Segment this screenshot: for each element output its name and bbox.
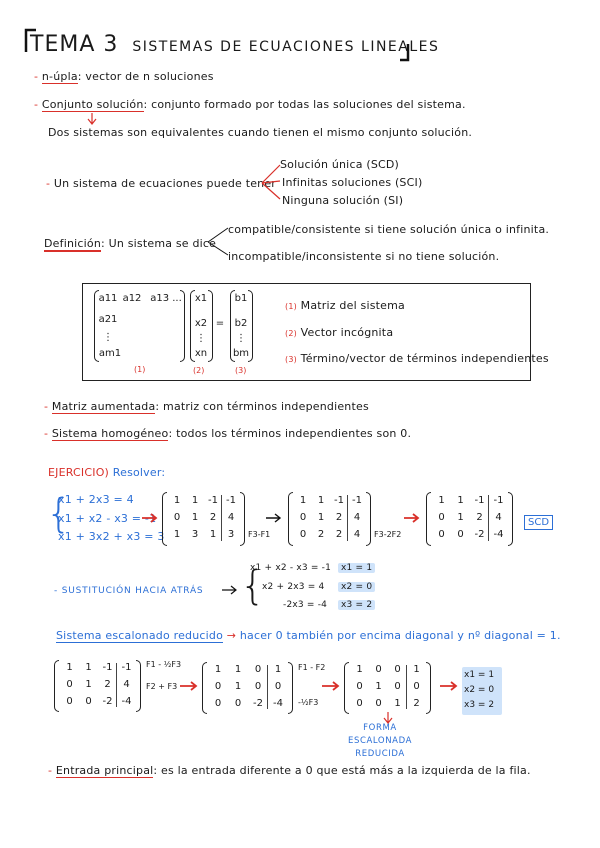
- matrix-cell: -1: [352, 494, 362, 506]
- nupla-term: n-úpla: [41, 70, 78, 83]
- matrix-cell: 0: [438, 529, 445, 541]
- title-sub: SISTEMAS DE ECUACIONES LINEALES: [132, 39, 440, 55]
- reduccion-op-2b: -½F3: [298, 698, 319, 707]
- sustitucion-result-1: x1 = 1: [338, 563, 375, 573]
- matrix-cell: 1: [214, 664, 222, 676]
- title-corner-right: [400, 44, 408, 60]
- matrix-cell: 0: [173, 512, 181, 523]
- homogeneo-line: - Sistema homogéneo: todos los términos independientes son 0.: [44, 427, 412, 440]
- matrix-cell: 1: [274, 664, 282, 676]
- matrix-cell: 2: [104, 679, 111, 690]
- matrix-cell: 1: [299, 494, 307, 506]
- b1: b1: [234, 293, 248, 304]
- sistema-lead: - Un sistema de ecuaciones puede tener: [46, 177, 277, 190]
- matrix-cell: 0: [234, 697, 242, 709]
- x1: x1: [194, 293, 208, 304]
- matrix-cell: -4: [493, 529, 504, 541]
- matrix-cell: -2: [253, 697, 263, 709]
- matrix-cell: 0: [254, 681, 262, 692]
- legend-3: (3) Término/vector de términos independientes: [285, 352, 549, 365]
- conjunto-note: Dos sistemas son equivalentes cuando tienen el mismo conjunto solución.: [48, 126, 473, 139]
- matrix-cell: 0: [394, 681, 401, 692]
- matrix-cell: 1: [209, 529, 217, 541]
- reduccion-result-2: x2 = 0: [464, 685, 495, 695]
- tag-3: (3): [235, 366, 247, 375]
- title-main: TEMA 3: [30, 32, 119, 57]
- matrix-cell: 2: [317, 529, 325, 541]
- matrix-cell: 2: [335, 512, 343, 523]
- am1: am1: [98, 348, 122, 359]
- sistema-opt-1: Solución única (SCD): [280, 158, 400, 171]
- matrix-cell: 0: [438, 512, 445, 523]
- nupla-def: vector de n soluciones: [85, 70, 214, 83]
- reduccion-result-1: x1 = 1: [464, 670, 495, 680]
- a21: a21: [98, 314, 118, 325]
- matrix-cell: 4: [123, 679, 130, 690]
- legend-2: (2) Vector incógnita: [285, 326, 394, 339]
- matrix-cell: 0: [274, 681, 282, 692]
- b-dots: ⋮: [236, 333, 246, 344]
- matrix-cell: 1: [394, 697, 401, 709]
- conjunto-line: - Conjunto solución: conjunto formado por todas las soluciones del sistema.: [34, 98, 466, 111]
- aumentada-term: Matriz aumentada: [51, 400, 156, 413]
- escalonado-line: Sistema escalonado reducido → hacer 0 también por encima diagonal y nº diagonal = 1.: [56, 629, 561, 642]
- red-arrow-3-icon: [440, 682, 456, 690]
- matrix-cell: 0: [356, 681, 363, 692]
- sustitucion-line-1: x1 + x2 - x3 = -1: [250, 563, 332, 573]
- matrix-cell: -4: [121, 695, 132, 707]
- ejercicio-op-2: F3-2F2: [374, 530, 402, 539]
- matrix-cell: 0: [85, 695, 92, 707]
- red-arrow-1-icon: [180, 682, 196, 690]
- sistema-opt-3: Ninguna solución (SI): [282, 194, 404, 207]
- matrix-cell: 0: [299, 512, 307, 523]
- matrix-cell: 1: [317, 512, 325, 523]
- title-corner-left: [26, 30, 36, 52]
- conjunto-arrow-icon: [88, 113, 96, 124]
- sustitucion-brace: {: [240, 563, 266, 609]
- matrix-cell: 0: [254, 664, 262, 676]
- matrix-cell: -1: [226, 494, 236, 506]
- definicion-term: Definición: [44, 237, 101, 250]
- matrix-cell: 1: [457, 512, 464, 523]
- matrix-cell: 1: [413, 664, 420, 676]
- matrix-cell: 2: [413, 697, 420, 709]
- matrix-cell: 4: [495, 512, 502, 523]
- homogeneo-term: Sistema homogéneo: [51, 427, 169, 440]
- entrada-line: - Entrada principal: es la entrada diferente a 0 que está más a la izquierda de la fila.: [48, 764, 531, 777]
- sustitucion-label: - SUSTITUCIÓN HACIA ATRÁS: [54, 586, 204, 596]
- matrix-cell: 0: [375, 697, 382, 709]
- matrix-cell: 0: [214, 681, 222, 692]
- matrix-cell: 4: [227, 512, 235, 523]
- matrix-cell: 0: [413, 681, 420, 692]
- definicion-arrow-icon: [208, 228, 228, 255]
- matrix-cell: -1: [208, 494, 218, 506]
- matrix-cell: 2: [335, 529, 343, 541]
- matrix-cell: 1: [173, 494, 181, 506]
- escalonado-def: hacer 0 también por encima diagonal y nº diagonal = 1.: [239, 629, 561, 642]
- matrix-cell: -2: [102, 695, 113, 707]
- matrix-cell: 1: [85, 679, 92, 690]
- b2: b2: [234, 318, 248, 329]
- homogeneo-def: todos los términos independientes son 0.: [176, 427, 412, 440]
- definicion-line: Definición: Un sistema se dice: [44, 237, 217, 250]
- matrix-cell: 2: [476, 512, 483, 523]
- matrix-cell: 1: [191, 494, 199, 506]
- entrada-def: es la entrada diferente a 0 que está más a la izquierda de la fila.: [161, 764, 531, 777]
- matrix-cell: -1: [493, 494, 504, 506]
- matrix-cell: 1: [375, 681, 382, 692]
- tag-1: (1): [134, 365, 146, 374]
- equation-3: x1 + 3x2 + x3 = 3: [58, 530, 165, 543]
- matrix-cell: 2: [209, 512, 217, 523]
- matrix-cell: 0: [356, 697, 363, 709]
- a12: a12: [122, 293, 142, 304]
- sustitucion-result-3: x3 = 2: [338, 600, 375, 610]
- matrix-cell: 3: [227, 529, 235, 541]
- matrix-cell: 0: [457, 529, 464, 541]
- matrix-cell: 4: [353, 512, 361, 523]
- matrix-cell: 1: [66, 662, 73, 674]
- forma-label: FORMA ESCALONADA REDUCIDA: [347, 723, 413, 759]
- a-dots: ⋮: [103, 332, 113, 343]
- forma-arrow-icon: [384, 712, 392, 723]
- scd-badge: SCD: [524, 515, 553, 530]
- definicion-lead: Un sistema se dice: [108, 237, 217, 250]
- equation-brace: {: [46, 491, 72, 537]
- matrix-cell: 0: [394, 664, 401, 676]
- reduccion-op-1b: F2 + F3: [146, 682, 178, 691]
- definicion-opt-1: compatible/consistente si tiene solución única o infinita.: [228, 223, 550, 236]
- matrix-cell: -1: [334, 494, 344, 506]
- reduccion-op-2a: F1 - F2: [298, 663, 326, 672]
- ejercicio-op-1: F3-F1: [248, 530, 271, 539]
- x-dots: ⋮: [196, 333, 206, 344]
- reduccion-result-3: x3 = 2: [464, 700, 495, 710]
- sustitucion-result-2: x2 = 0: [338, 582, 375, 592]
- matrix-cell: -1: [121, 662, 132, 674]
- matrix-cell: -2: [474, 529, 485, 541]
- x2: x2: [194, 318, 208, 329]
- matrix-cell: 1: [191, 512, 199, 523]
- ejercicio-label: EJERCICIO): [48, 466, 110, 479]
- matrix-cell: 1: [85, 662, 92, 674]
- matrix-cell: 0: [214, 697, 222, 709]
- sistema-opt-2: Infinitas soluciones (SCI): [282, 176, 423, 189]
- matrix-cell: 1: [234, 681, 242, 692]
- matrix-cell: 1: [317, 494, 325, 506]
- sustitucion-line-3: -2x3 = -4: [283, 600, 328, 610]
- legend-1: (1) Matriz del sistema: [285, 299, 405, 312]
- matrix-cell: 1: [457, 494, 464, 506]
- equals-sign: =: [215, 318, 225, 329]
- ej-arrow-2-icon: [266, 514, 280, 522]
- ej-arrow-1-icon: [142, 514, 156, 522]
- conjunto-term: Conjunto solución: [41, 98, 144, 111]
- reduccion-op-1a: F1 - ½F3: [146, 660, 182, 669]
- ejercicio-action: Resolver:: [112, 466, 166, 479]
- aumentada-def: matriz con términos independientes: [163, 400, 369, 413]
- sustitucion-line-2: x2 + 2x3 = 4: [262, 582, 325, 592]
- equation-1: x1 + 2x3 = 4: [58, 493, 134, 506]
- branch-arrow-icon: [262, 165, 280, 199]
- matrix-cell: -1: [474, 494, 485, 506]
- ej-arrow-3-icon: [404, 514, 418, 522]
- matrix-cell: -1: [102, 662, 113, 674]
- equation-2: x1 + x2 - x3 = -1: [58, 512, 157, 525]
- xn: xn: [194, 348, 208, 359]
- matrix-cell: 0: [66, 679, 73, 690]
- matrix-cell: 4: [353, 529, 361, 541]
- definicion-opt-2: incompatible/inconsistente si no tiene solución.: [228, 250, 500, 263]
- conjunto-def: conjunto formado por todas las soluciones del sistema.: [151, 98, 466, 111]
- red-arrow-2-icon: [322, 682, 338, 690]
- tag-2: (2): [193, 366, 205, 375]
- matrix-cell: 0: [375, 664, 382, 676]
- matrix-cell: 3: [191, 529, 199, 541]
- matrix-cell: 1: [356, 664, 363, 676]
- escalonado-term: Sistema escalonado reducido: [56, 629, 224, 642]
- nupla-line: - n-úpla: vector de n soluciones: [34, 70, 214, 83]
- aumentada-line: - Matriz aumentada: matriz con términos independientes: [44, 400, 369, 413]
- matrix-cell: -4: [273, 697, 283, 709]
- bm: bm: [232, 348, 250, 359]
- matrix-cell: 0: [299, 529, 307, 541]
- matrix-cell: 1: [173, 529, 181, 541]
- a11: a11: [98, 293, 118, 304]
- a13: a13 ...: [150, 293, 182, 304]
- sust-arrow-icon: [222, 586, 236, 594]
- matrix-cell: 1: [438, 494, 445, 506]
- matrix-cell: 1: [234, 664, 242, 676]
- entrada-term: Entrada principal: [55, 764, 154, 777]
- matrix-cell: 0: [66, 695, 73, 707]
